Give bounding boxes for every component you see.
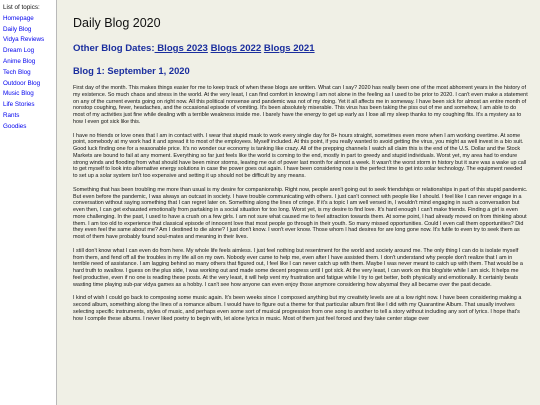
other-blog-dates-label: Other Blog Dates: — [73, 43, 155, 54]
sidebar-heading: List of topics: — [3, 4, 40, 11]
link-blogs-2021[interactable]: Blogs 2021 — [263, 43, 315, 54]
entry-title: Blog 1: September 1, 2020 — [73, 65, 190, 76]
blog-paragraph: Something that has been troubling me more than usual is my desire for companionship. Right now, people aren't going out to seek friendships or relationships in part of this stupid pandemic. But even before the pandemic, I was always an outcast in society. I have trouble communicating with others. I just can't connect with people like I should. I feel like I can never engage in a conversation without saying something that I can regret later on. Something along the lines of cringe. If it's a topic I am well versed in, I wouldn't mind engaging in such a conversation but even then, I can get exhausted emotionally from partaking in a social situation for too long. Worst yet, is my desire to find love. It's hard enough I can't make friends. Finding a girl is even more challenging. In the past, I used to have a crush on a few girls. I am not sure what caused me to feel attraction towards them. At some point, I had already moved on from thinking about them. I am too old to experience that classical episode of innocent love that most people go through in their youth. So many missed opportunities. Could I even call them opportunities? Did they even feel the same about me? Am I destined to die alone? I just don't know. I won't ever know. Those whom I had desires for are long gone now. It's futile to even try to seek them as most of them have probably found soul-mates and meaning in their lives. — [73, 186, 528, 240]
main-content — [73, 0, 528, 405]
link-blogs-2022[interactable]: Blogs 2022 — [210, 43, 262, 54]
sidebar-link-goodies[interactable]: Goodies — [3, 122, 27, 130]
page-title: Daily Blog 2020 — [73, 16, 161, 30]
sidebar-topics — [0, 0, 57, 405]
sidebar-link-outdoor-blog[interactable]: Outdoor Blog — [3, 79, 41, 87]
blog-paragraph: I have no friends or love ones that I am in contact with. I wear that stupid mask to work every single day for 8+ hours straight, sometimes even more when I am working overtime. At some point, somebody at my work had it and spread it to most of the employees. Myself included. At this point, if you really wanted to avoid getting the virus, you might as well invest in a bio suit. Good luck finding one for a reasonable price. It's no wonder our economy is tanking like crazy. All of the prepping channels I watch all claim this is the end of the U.S. Dollar and the Stock Markets are bound to fail at any moment. Everything so far just feels like the world is coming to the end, mostly in part to greedy and stupid individuals. Worst yet, my area had to endure strong winds and flooding from what should have been minor storms, leaving me out of power last month for almost a week. It wasn't the worst storm in history but it sure was a wake up call to get myself to look into alternative energy solutions in case the power goes out again. I have been considering now is the perfect time to get into solar technology. The equipment needed to set up a solar system isn't too expensive and setting it up should not be difficult by any means. — [73, 132, 527, 179]
sidebar-link-anime-blog[interactable]: Anime Blog — [3, 57, 36, 65]
blog-paragraph: First day of the month. This makes things easier for me to keep track of when these blogs are written. What can I say? 2020 has really been one of the most abhorrent years in the history of my existence. So much chaos and stress in the world. At the very least, I can find comfort in knowing I am not alone in the feeling as I used to be prior to 2020. I can't even make a statement on any of the current events going on right now. All this political nonsense and pandemic was not of my doing. Yet it all affects me in someway. I have been sick for almost an entire month of nonstop coughing, fever, headaches, and the occasional episode of vomiting. It's been absolutely miserable. This virus has been taking the piss out of me and somehow, I am able to do most of my activities just fine while dealing with a terrible weakness inside me. I barely have the energy to get up early as I lose all my sleep thanks to my coughing fits. It's a mystery as to how I even got sick like this. — [73, 85, 528, 125]
sidebar-link-tech-blog[interactable]: Tech Blog — [3, 68, 31, 76]
blog-paragraph: I kind of wish I could go back to composing some music again. It's been weeks since I composed anything but my creativity levels are at a low right now. I have been considering making a second album, something along the lines of a romance album. I would have to figure out a theme for that particular album first like I did with my Quarantine Album. That usually involves selecting specific instruments, styles of music, and perhaps even some sort of musical progression from one song to another to tell a story without including any sort of lyrics. I hope that's how I compile these albums. I never liked poetry to begin with, let alone lyrics in music. Most of them just feel forced and they take center stage over — [73, 295, 522, 322]
blog-paragraph: I still don't know what I can even do from here. My whole life feels aimless. I just feel nothing but resentment for the world and society around me. The only thing I can do is isolate myself from them, and fend off all the troubles in my life all on my own. Nobody ever came to help me, even after I have assisted them. I don't understand why people don't realize that I am in terrible need of assistance. I am lagging behind so many others that figured out, I feel like I can never catch up with them. Maybe I was never meant to catch up with them. That would be a hard truth to swallow. I guess on the plus side, I was working out and made some decent progress until I got sick. At the very least, I can work on this blog/site while I am sick. It helps me feel productive, even if no one is reading these posts. At the very least, it will help vent my frustration and fatigue while I try to get better, both physically and emotionally. It certainly beats wasting time playing sub-par vidya games as a hobby. I can't see how anyone can even enjoy those anymore considering how abysmal they all became over the past decade. — [73, 247, 523, 288]
sidebar-link-vidya-reviews[interactable]: Vidya Reviews — [3, 36, 45, 44]
other-blog-dates — [73, 43, 528, 54]
sidebar-link-daily-blog[interactable]: Daily Blog — [3, 25, 32, 33]
link-blogs-2023[interactable]: Blogs 2023 — [154, 43, 208, 54]
sidebar-link-rants[interactable]: Rants — [3, 111, 20, 119]
sidebar-link-homepage[interactable]: Homepage — [3, 14, 34, 22]
sidebar-link-dream-log[interactable]: Dream Log — [3, 47, 35, 55]
sidebar-link-music-blog[interactable]: Music Blog — [3, 90, 34, 98]
sidebar-link-life-stories[interactable]: Life Stories — [3, 101, 35, 109]
